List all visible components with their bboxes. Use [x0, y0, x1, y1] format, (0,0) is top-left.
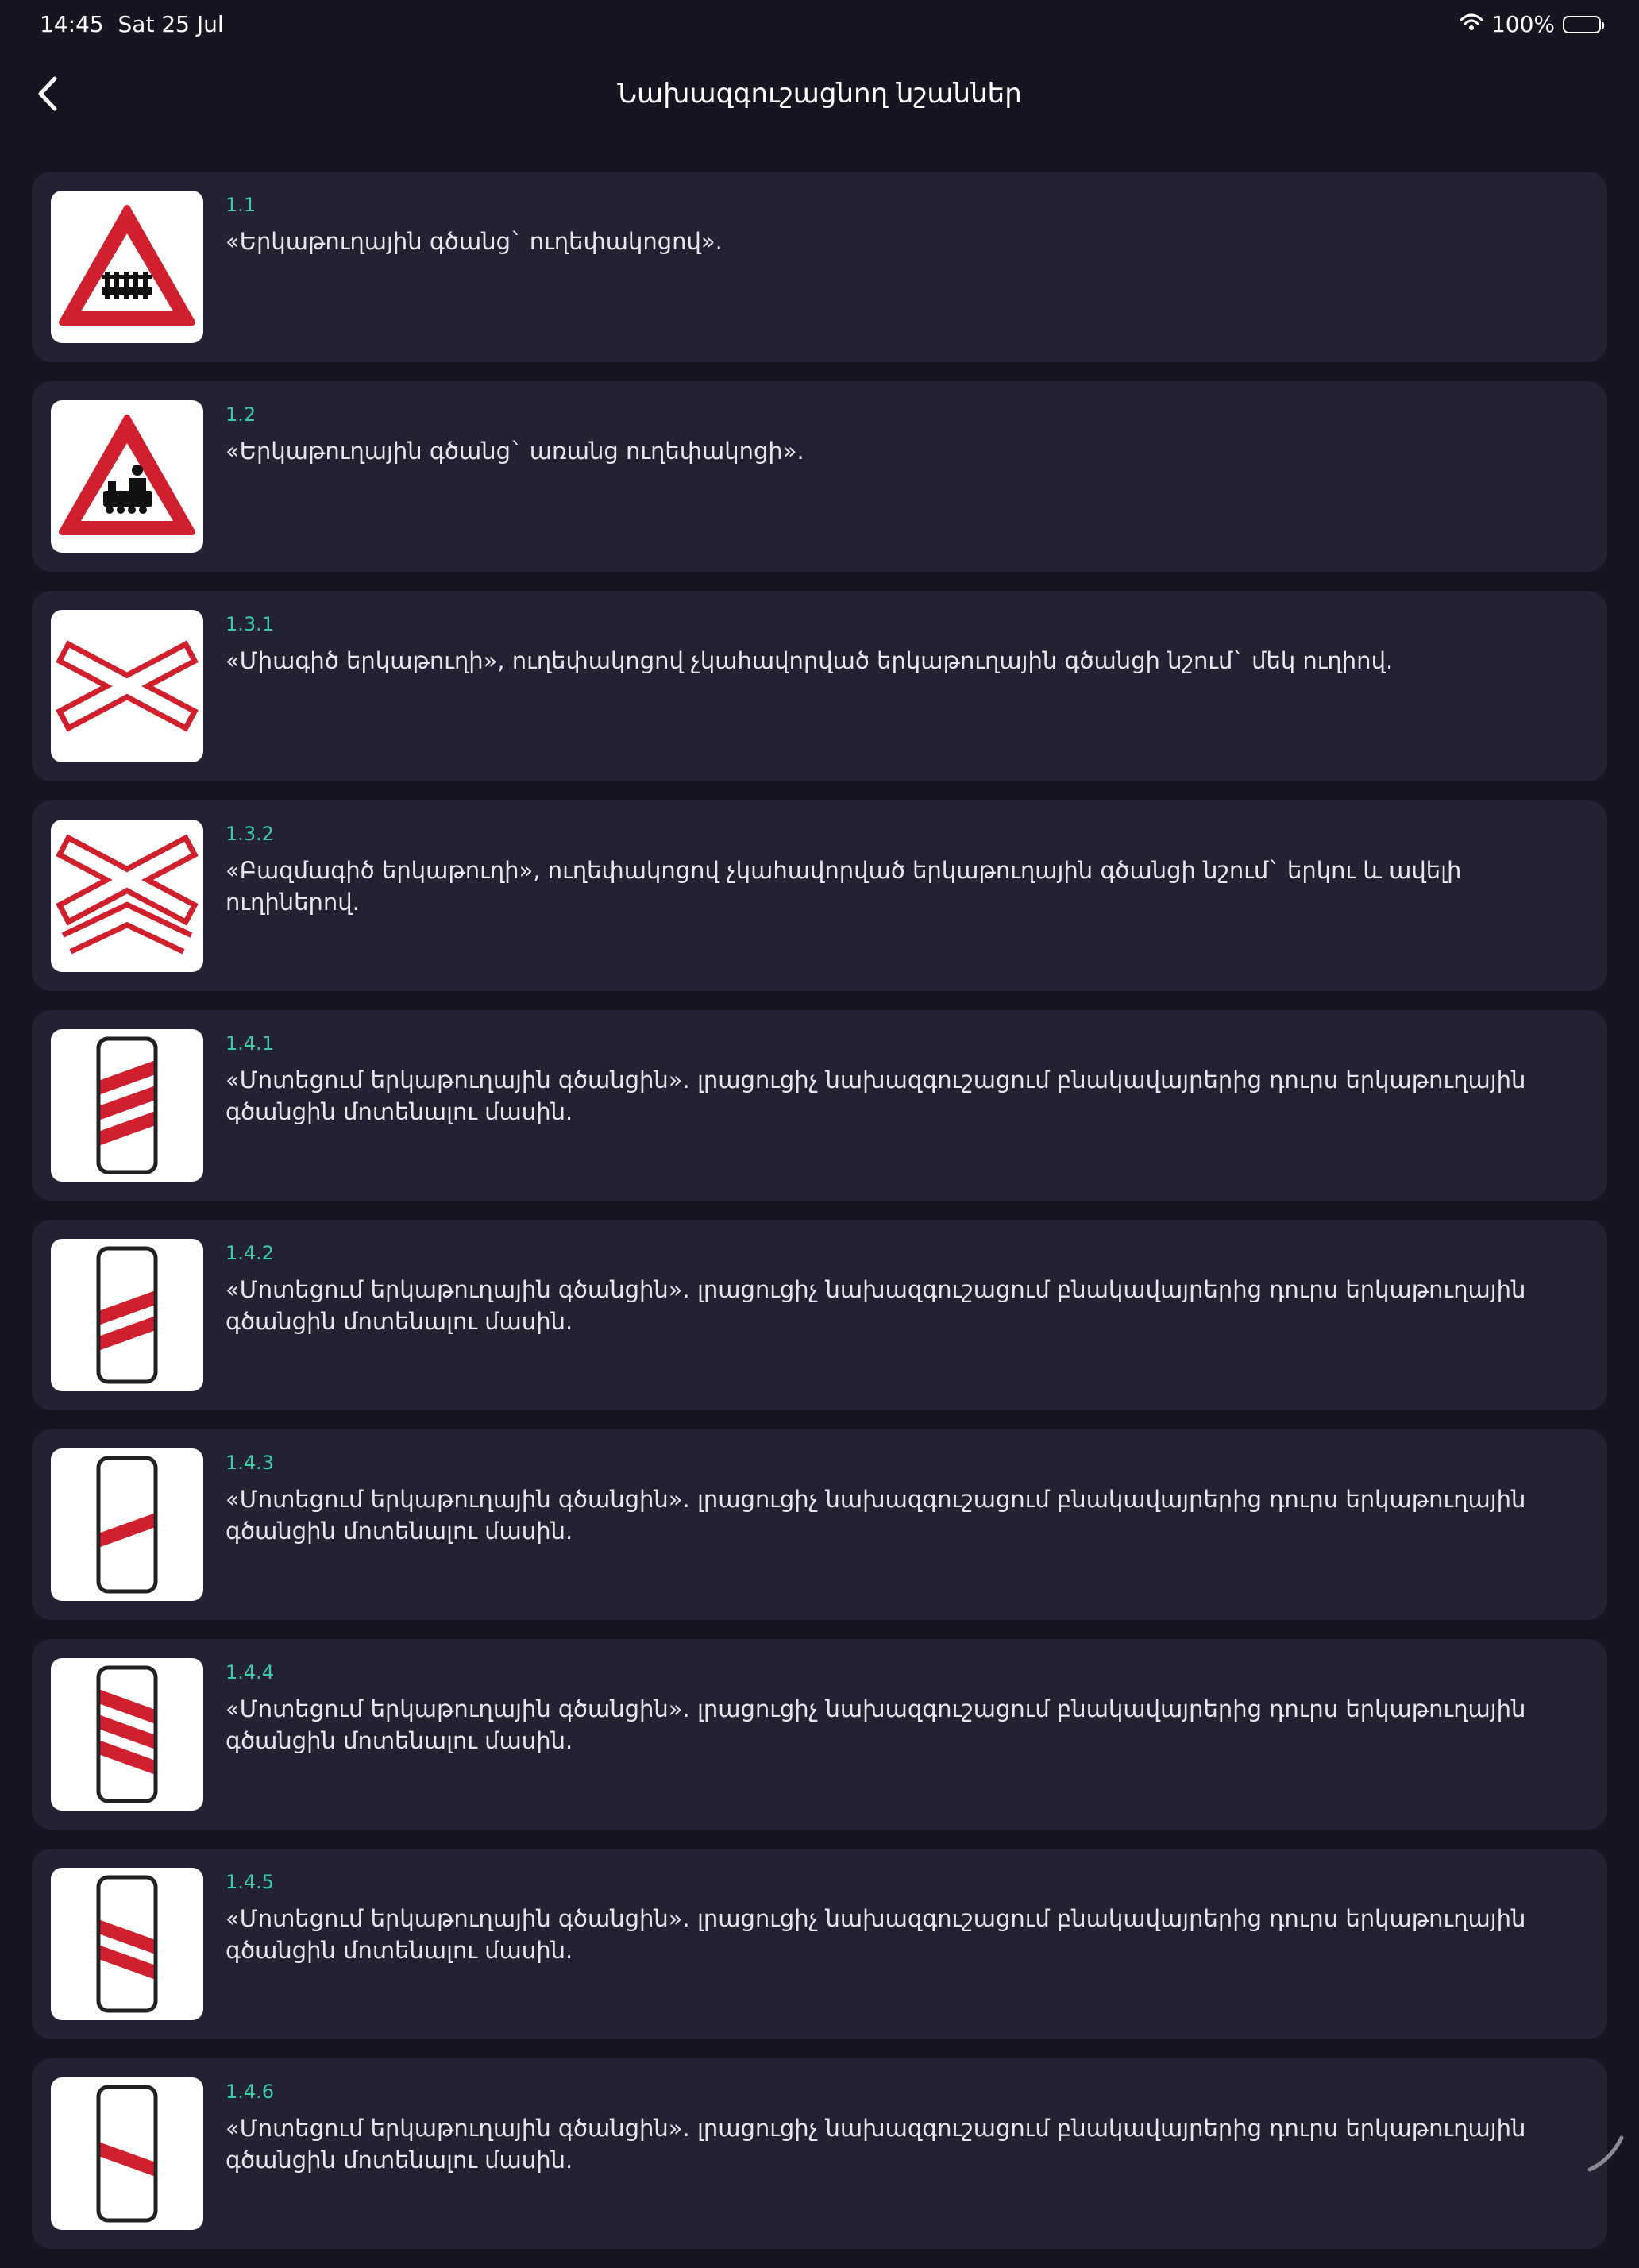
approach-crossing-one-stripe-left-sign [51, 2077, 203, 2230]
sign-description: «Մոտեցում երկաթուղային գծանցին». լրացուցիչ նախազգուշացում բնակավայրերից դուրս երկաթուղային գծանցին մոտենալու մասին. [226, 1276, 1526, 1335]
sign-code: 1.1 [226, 194, 256, 216]
single-track-cross-sign [51, 610, 203, 762]
battery-icon [1563, 16, 1601, 33]
list-item[interactable] [32, 2058, 1607, 2249]
sign-description: «Բազմագիծ երկաթուղի», ուղեփակոցով չկահավորված երկաթուղային գծանցի նշում` երկու և ավելի ուղիներով. [226, 857, 1462, 916]
sign-description: «Միագիծ երկաթուղի», ուղեփակոցով չկահավորված երկաթուղային գծանցի նշում` մեկ ուղիով. [226, 647, 1394, 674]
list-item[interactable] [32, 1220, 1607, 1410]
sign-description: «Երկաթուղային գծանց` առանց ուղեփակոցի». [226, 438, 804, 465]
sign-code: 1.4.1 [226, 1032, 275, 1055]
status-date: Sat 25 Jul [118, 11, 224, 37]
list-item[interactable] [32, 1639, 1607, 1830]
signs-list [32, 172, 1607, 2268]
list-item[interactable] [32, 381, 1607, 572]
sign-code: 1.4.3 [226, 1452, 275, 1474]
scroll-corner-indicator [1582, 2128, 1629, 2176]
sign-code: 1.3.2 [226, 823, 275, 845]
sign-code: 1.4.4 [226, 1661, 275, 1684]
sign-code: 1.4.5 [226, 1871, 275, 1893]
nav-bar [0, 64, 1639, 127]
list-item[interactable] [32, 591, 1607, 781]
list-item[interactable] [32, 800, 1607, 991]
list-item[interactable] [32, 1429, 1607, 1620]
sign-description: «Մոտեցում երկաթուղային գծանցին». լրացուցիչ նախազգուշացում բնակավայրերից դուրս երկաթուղային գծանցին մոտենալու մասին. [226, 1905, 1526, 1964]
approach-crossing-three-stripes-sign [51, 1029, 203, 1182]
sign-code: 1.4.2 [226, 1242, 275, 1264]
page-title: Նախազգուշացնող նշաններ [617, 78, 1022, 110]
status-right [1460, 11, 1601, 37]
railway-crossing-no-barrier-sign [51, 400, 203, 553]
status-time-date [40, 11, 224, 37]
list-item[interactable] [32, 1849, 1607, 2039]
sign-code: 1.2 [226, 403, 256, 426]
sign-code: 1.4.6 [226, 2081, 275, 2103]
sign-description: «Մոտեցում երկաթուղային գծանցին». լրացուցիչ նախազգուշացում բնակավայրերից դուրս երկաթուղային գծանցին մոտենալու մասին. [226, 1066, 1526, 1125]
wifi-icon [1460, 11, 1483, 37]
approach-crossing-three-stripes-left-sign [51, 1658, 203, 1811]
sign-description: «Մոտեցում երկաթուղային գծանցին». լրացուցիչ նախազգուշացում բնակավայրերից դուրս երկաթուղային գծանցին մոտենալու մասին. [226, 2115, 1526, 2174]
sign-code: 1.3.1 [226, 613, 275, 635]
multi-track-cross-sign [51, 820, 203, 972]
railway-crossing-barrier-sign [51, 191, 203, 343]
sign-description: «Մոտեցում երկաթուղային գծանցին». լրացուցիչ նախազգուշացում բնակավայրերից դուրս երկաթուղային գծանցին մոտենալու մասին. [226, 1486, 1526, 1545]
approach-crossing-one-stripe-sign [51, 1448, 203, 1601]
sign-description: «Մոտեցում երկաթուղային գծանցին». լրացուցիչ նախազգուշացում բնակավայրերից դուրս երկաթուղային գծանցին մոտենալու մասին. [226, 1695, 1526, 1754]
approach-crossing-two-stripes-left-sign [51, 1868, 203, 2020]
list-item[interactable] [32, 172, 1607, 362]
sign-description: «Երկաթուղային գծանց` ուղեփակոցով». [226, 228, 723, 255]
list-item[interactable] [32, 1010, 1607, 1201]
status-bar [0, 0, 1639, 51]
battery-percent: 100% [1491, 11, 1555, 37]
approach-crossing-two-stripes-sign [51, 1239, 203, 1391]
status-time: 14:45 [40, 11, 104, 37]
